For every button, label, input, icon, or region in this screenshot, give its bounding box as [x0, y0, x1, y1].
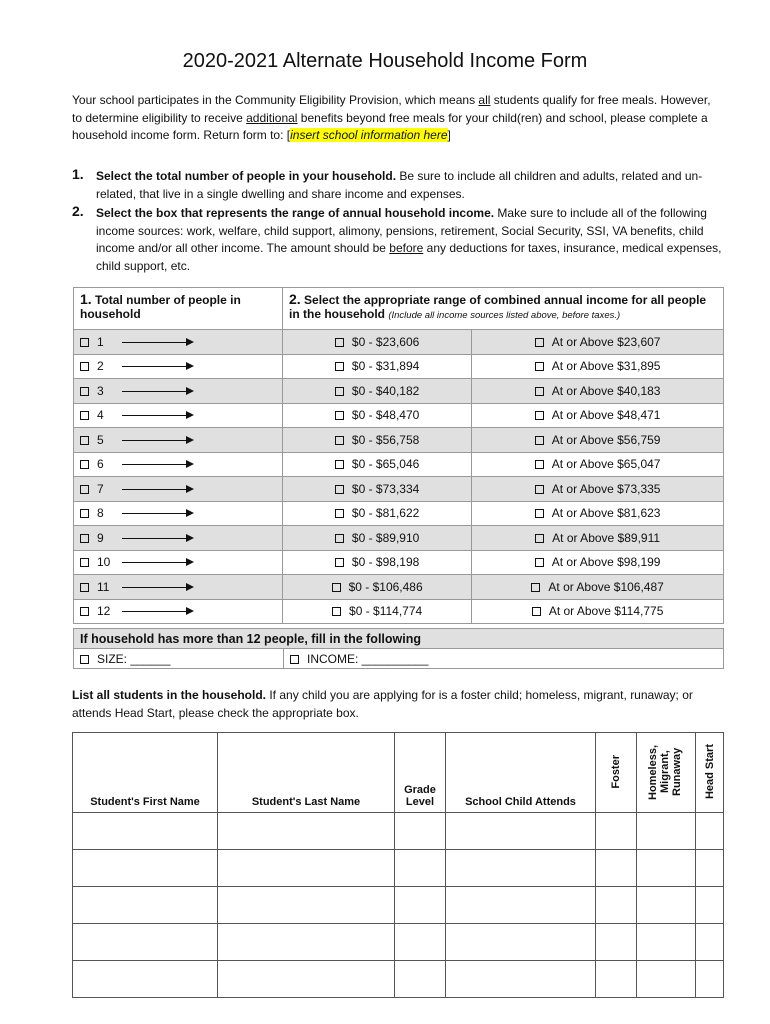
- income-row: [74, 550, 724, 575]
- income-below-option[interactable]: $0 - $114,774: [283, 599, 472, 624]
- checkbox-icon[interactable]: [80, 655, 89, 664]
- student-cell[interactable]: [637, 961, 696, 998]
- income-above-option[interactable]: At or Above $31,895: [472, 354, 724, 379]
- large-household-header: If household has more than 12 people, fill in the following: [74, 629, 724, 649]
- income-above-option[interactable]: At or Above $56,759: [472, 428, 724, 453]
- student-cell[interactable]: [395, 887, 446, 924]
- student-cell[interactable]: [596, 850, 637, 887]
- checkbox-icon[interactable]: [80, 411, 89, 420]
- checkbox-icon[interactable]: [80, 583, 89, 592]
- student-cell[interactable]: [73, 813, 218, 850]
- arrow-icon: [122, 391, 192, 392]
- income-above-option[interactable]: At or Above $106,487: [472, 575, 724, 600]
- household-size-option[interactable]: 10: [74, 550, 283, 575]
- students-table: [72, 732, 724, 998]
- income-below-option[interactable]: $0 - $98,198: [283, 550, 472, 575]
- income-field[interactable]: INCOME: __________: [284, 649, 724, 669]
- income-above-option[interactable]: At or Above $73,335: [472, 477, 724, 502]
- household-size-option[interactable]: 2: [74, 354, 283, 379]
- checkbox-icon[interactable]: [80, 485, 89, 494]
- checkbox-icon[interactable]: [332, 607, 341, 616]
- student-cell[interactable]: [395, 961, 446, 998]
- checkbox-icon[interactable]: [335, 338, 344, 347]
- checkbox-icon[interactable]: [80, 558, 89, 567]
- income-row: [74, 575, 724, 600]
- income-below-option[interactable]: $0 - $23,606: [283, 330, 472, 355]
- household-size-option[interactable]: 11: [74, 575, 283, 600]
- income-range-header: 2. Select the appropriate range of combined annual income for all people in the household (Include all income sources listed above, before taxes.): [283, 288, 724, 330]
- household-size-option[interactable]: 9: [74, 526, 283, 551]
- income-row: [74, 501, 724, 526]
- income-row: [74, 354, 724, 379]
- student-cell[interactable]: [446, 924, 596, 961]
- arrow-icon: [122, 489, 192, 490]
- income-below-option[interactable]: $0 - $106,486: [283, 575, 472, 600]
- checkbox-icon[interactable]: [535, 387, 544, 396]
- checkbox-icon[interactable]: [535, 362, 544, 371]
- income-row: [74, 428, 724, 453]
- household-size-option[interactable]: 4: [74, 403, 283, 428]
- intro-paragraph: Your school participates in the Community Eligibility Provision, which means all students qualify for free meals. However, to determine eligibility to receive additional benefits beyond free meals for your child(ren) and school, please complete a household income form. Return form to: [insert school information here]: [72, 93, 711, 142]
- income-below-option[interactable]: $0 - $73,334: [283, 477, 472, 502]
- household-size-option[interactable]: 8: [74, 501, 283, 526]
- student-cell[interactable]: [395, 924, 446, 961]
- income-above-option[interactable]: At or Above $65,047: [472, 452, 724, 477]
- checkbox-icon[interactable]: [535, 509, 544, 518]
- student-cell[interactable]: [637, 887, 696, 924]
- checkbox-icon[interactable]: [531, 583, 540, 592]
- arrow-icon: [122, 562, 192, 563]
- student-cell[interactable]: [637, 850, 696, 887]
- income-below-option[interactable]: $0 - $81,622: [283, 501, 472, 526]
- income-above-option[interactable]: At or Above $114,775: [472, 599, 724, 624]
- checkbox-icon[interactable]: [335, 387, 344, 396]
- arrow-icon: [122, 587, 192, 588]
- col-last-name: Student's Last Name: [218, 733, 395, 813]
- income-below-option[interactable]: $0 - $31,894: [283, 354, 472, 379]
- income-above-option[interactable]: At or Above $40,183: [472, 379, 724, 404]
- checkbox-icon[interactable]: [535, 534, 544, 543]
- col-grade: Grade Level: [395, 733, 446, 813]
- income-row: [74, 379, 724, 404]
- student-cell[interactable]: [446, 813, 596, 850]
- col-homeless: Homeless, Migrant, Runaway: [637, 733, 696, 813]
- household-size-option[interactable]: 6: [74, 452, 283, 477]
- income-above-option[interactable]: At or Above $48,471: [472, 403, 724, 428]
- student-cell[interactable]: [596, 887, 637, 924]
- student-cell[interactable]: [218, 850, 395, 887]
- income-row: [74, 526, 724, 551]
- income-above-option[interactable]: At or Above $81,623: [472, 501, 724, 526]
- student-cell[interactable]: [395, 813, 446, 850]
- checkbox-icon[interactable]: [335, 362, 344, 371]
- student-cell[interactable]: [446, 850, 596, 887]
- student-cell[interactable]: [696, 924, 724, 961]
- student-cell[interactable]: [696, 813, 724, 850]
- checkbox-icon[interactable]: [80, 534, 89, 543]
- student-cell[interactable]: [696, 887, 724, 924]
- checkbox-icon[interactable]: [80, 607, 89, 616]
- income-below-option[interactable]: $0 - $40,182: [283, 379, 472, 404]
- household-size-option[interactable]: 5: [74, 428, 283, 453]
- student-row: [73, 887, 724, 924]
- checkbox-icon[interactable]: [535, 338, 544, 347]
- checkbox-icon[interactable]: [80, 338, 89, 347]
- student-cell[interactable]: [218, 813, 395, 850]
- arrow-icon: [122, 538, 192, 539]
- income-below-option[interactable]: $0 - $65,046: [283, 452, 472, 477]
- student-row: [73, 850, 724, 887]
- household-size-option[interactable]: 3: [74, 379, 283, 404]
- student-cell[interactable]: [446, 887, 596, 924]
- student-cell[interactable]: [596, 924, 637, 961]
- household-size-option[interactable]: 7: [74, 477, 283, 502]
- arrow-icon: [122, 415, 192, 416]
- student-cell[interactable]: [73, 924, 218, 961]
- checkbox-icon[interactable]: [80, 509, 89, 518]
- checkbox-icon[interactable]: [335, 534, 344, 543]
- student-row: [73, 924, 724, 961]
- income-row: [74, 403, 724, 428]
- checkbox-icon[interactable]: [332, 583, 341, 592]
- checkbox-icon[interactable]: [535, 460, 544, 469]
- household-size-header: 1. Total number of people in household: [74, 288, 283, 330]
- student-cell[interactable]: [596, 961, 637, 998]
- checkbox-icon[interactable]: [335, 411, 344, 420]
- student-cell[interactable]: [395, 850, 446, 887]
- arrow-icon: [122, 366, 192, 367]
- school-info-placeholder: insert school information here: [290, 128, 448, 142]
- col-head-start: Head Start: [696, 733, 724, 813]
- checkbox-icon[interactable]: [335, 436, 344, 445]
- household-size-option[interactable]: 1: [74, 330, 283, 355]
- arrow-icon: [122, 611, 192, 612]
- income-table: [73, 287, 724, 624]
- student-cell[interactable]: [73, 850, 218, 887]
- checkbox-icon[interactable]: [80, 387, 89, 396]
- checkbox-icon[interactable]: [335, 509, 344, 518]
- income-row: [74, 452, 724, 477]
- income-below-option[interactable]: $0 - $48,470: [283, 403, 472, 428]
- large-household-table: [73, 628, 724, 669]
- income-row: [74, 330, 724, 355]
- checkbox-icon[interactable]: [535, 411, 544, 420]
- students-instructions: List all students in the household. If any child you are applying for is a foster child; homeless, migrant, runaway; or attends Head Start, please check the appropriate box.: [72, 688, 693, 720]
- checkbox-icon[interactable]: [335, 558, 344, 567]
- income-below-option[interactable]: $0 - $56,758: [283, 428, 472, 453]
- checkbox-icon[interactable]: [80, 460, 89, 469]
- income-row: [74, 477, 724, 502]
- instruction-2: 2. Select the box that represents the range of annual household income. Make sure to include all of the following income sources: work, welfare, child support, alimony, pensions, retirement, Social Security, SSI, VA benefits, child income and/or all other income. The amount should be before any deductions for taxes, insurance, medical expenses, child support, etc.: [72, 203, 722, 273]
- checkbox-icon[interactable]: [335, 460, 344, 469]
- income-above-option[interactable]: At or Above $23,607: [472, 330, 724, 355]
- checkbox-icon[interactable]: [335, 485, 344, 494]
- checkbox-icon[interactable]: [290, 655, 299, 664]
- col-first-name: Student's First Name: [73, 733, 218, 813]
- checkbox-icon[interactable]: [535, 436, 544, 445]
- col-foster: Foster: [596, 733, 637, 813]
- income-above-option[interactable]: At or Above $89,911: [472, 526, 724, 551]
- income-row: [74, 599, 724, 624]
- page-title: 2020-2021 Alternate Household Income Form: [182, 50, 588, 72]
- household-size-option[interactable]: 12: [74, 599, 283, 624]
- checkbox-icon[interactable]: [80, 362, 89, 371]
- col-school: School Child Attends: [446, 733, 596, 813]
- student-cell[interactable]: [218, 887, 395, 924]
- checkbox-icon[interactable]: [535, 558, 544, 567]
- student-row: [73, 813, 724, 850]
- student-cell[interactable]: [73, 887, 218, 924]
- instruction-1: 1. Select the total number of people in your household. Be sure to include all children and adults, related and un-related, that live in a single dwelling and share income and expenses.: [72, 166, 703, 201]
- student-cell[interactable]: [446, 961, 596, 998]
- arrow-icon: [122, 342, 192, 343]
- income-above-option[interactable]: At or Above $98,199: [472, 550, 724, 575]
- student-row: [73, 961, 724, 998]
- student-cell[interactable]: [696, 850, 724, 887]
- size-field[interactable]: SIZE: ______: [74, 649, 284, 669]
- student-cell[interactable]: [218, 924, 395, 961]
- checkbox-icon[interactable]: [535, 485, 544, 494]
- checkbox-icon[interactable]: [532, 607, 541, 616]
- student-cell[interactable]: [637, 924, 696, 961]
- student-cell[interactable]: [637, 813, 696, 850]
- arrow-icon: [122, 440, 192, 441]
- income-below-option[interactable]: $0 - $89,910: [283, 526, 472, 551]
- checkbox-icon[interactable]: [80, 436, 89, 445]
- student-cell[interactable]: [696, 961, 724, 998]
- student-cell[interactable]: [73, 961, 218, 998]
- arrow-icon: [122, 513, 192, 514]
- student-cell[interactable]: [596, 813, 637, 850]
- student-cell[interactable]: [218, 961, 395, 998]
- arrow-icon: [122, 464, 192, 465]
